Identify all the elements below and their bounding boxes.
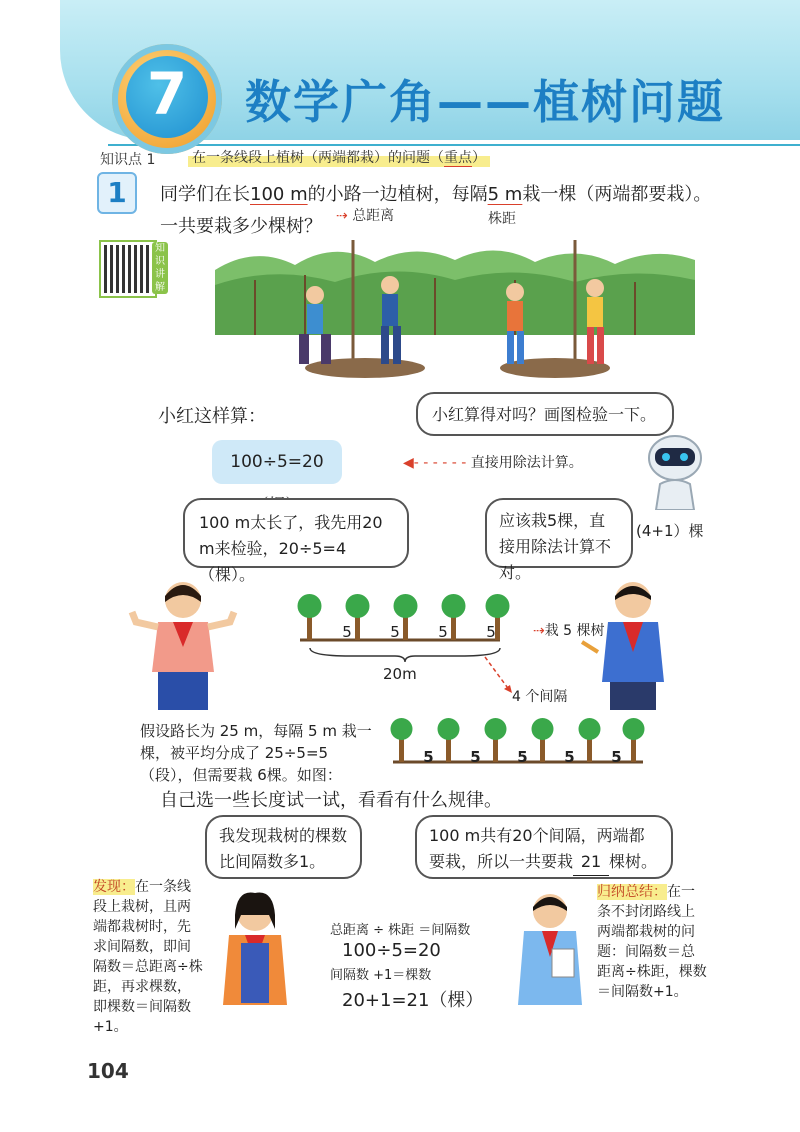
qr-code-icon[interactable] bbox=[101, 242, 155, 296]
page-number: 104 bbox=[87, 1059, 129, 1083]
example-number-box: 1 bbox=[97, 172, 137, 214]
tree-icon bbox=[298, 594, 322, 640]
calc-box: 100÷5=20 bbox=[212, 440, 342, 484]
annotation-total-text: 总距离 bbox=[352, 208, 395, 224]
example-question-line2: 一共要栽多少棵树？ bbox=[160, 216, 322, 237]
trees-label-text: 栽 5 棵树 bbox=[544, 623, 605, 639]
formula-line-2: 100÷5=20 bbox=[342, 940, 441, 961]
robot-speech-bubble: 小红算得对吗？画图检验一下。 bbox=[416, 392, 674, 436]
calc-note: ◀- - - - - - 直接用除法计算。 bbox=[403, 455, 583, 471]
xiaohong-label: 小红这样算： bbox=[158, 406, 266, 427]
annotation-spacing: 株距 bbox=[488, 211, 516, 227]
discover-label: 发现： bbox=[93, 879, 135, 895]
summary-text: 在一条不封闭路线上两端都栽树的问题：间隔数＝总距离÷株距，棵数＝间隔数+1。 bbox=[597, 884, 707, 1000]
gap-label: 5 bbox=[486, 623, 496, 641]
bubble2-text-a: 100 m共有20个间隔，两端都要栽，所以一共要栽 bbox=[429, 826, 645, 871]
bubble2-text-b: 棵树。 bbox=[609, 852, 658, 871]
chapter-number: 7 bbox=[146, 60, 188, 128]
girl2-speech-bubble: 我发现栽树的棵数比间隔数多1。 bbox=[205, 815, 362, 879]
formula-line-1: 总距离 ÷ 株距 ＝间隔数 bbox=[330, 923, 471, 938]
ex-text-b: 的小路一边植树，每隔 bbox=[307, 184, 488, 205]
ex-length: 100 m bbox=[250, 184, 308, 205]
assumption-text: 假设路长为 25 m，每隔 5 m 栽一棵，被平均分成了 25÷5=5（段），但需要栽 6棵。如图： bbox=[140, 722, 372, 784]
diagram1-length-label: 20m bbox=[383, 665, 417, 683]
arrow-icon bbox=[480, 655, 520, 697]
diagram1-gap-labels bbox=[323, 623, 523, 641]
ex-text-c: 栽一棵（两端都要栽）。 bbox=[522, 184, 712, 205]
diagram2-gap-labels bbox=[405, 748, 640, 766]
boy-extra-note: (4+1）棵 bbox=[636, 522, 704, 540]
qr-tag: 知识讲解 bbox=[152, 242, 168, 294]
chapter-title: 数学广角——植树问题 bbox=[245, 75, 725, 129]
gap-label: 5 bbox=[564, 748, 575, 766]
ex-text-a: 同学们在长 bbox=[160, 184, 250, 205]
annotation-total-distance: ⇢ 总距离 bbox=[336, 208, 395, 224]
boy2-figure bbox=[500, 885, 600, 1025]
gap-label: 5 bbox=[390, 623, 400, 641]
explore-prompt: 自己选一些长度试一试，看看有什么规律。 bbox=[160, 790, 502, 811]
example-question-line1 bbox=[160, 180, 711, 206]
header-divider bbox=[108, 144, 800, 146]
calc-note-text: 直接用除法计算。 bbox=[470, 455, 583, 471]
knowledge-point-text bbox=[188, 147, 490, 167]
tree-planting-illustration bbox=[215, 240, 695, 380]
diagram1-trees-label: ⇢栽 5 棵树 bbox=[533, 623, 605, 639]
boy-figure bbox=[578, 572, 688, 712]
gap-label: 5 bbox=[517, 748, 528, 766]
gap-label: 5 bbox=[342, 623, 352, 641]
diagram1-gaps-label: 4 个间隔 bbox=[512, 689, 568, 705]
gap-label: 5 bbox=[423, 748, 434, 766]
boy-speech-bubble: 应该栽5棵，直接用除法计算不对。 bbox=[485, 498, 633, 568]
formula-line-3: 间隔数 +1＝棵数 bbox=[330, 968, 432, 983]
gap-label: 5 bbox=[438, 623, 448, 641]
ex-gap: 5 m bbox=[487, 184, 523, 205]
gap-label: 5 bbox=[611, 748, 622, 766]
discover-text: 在一条线段上栽树，且两端都栽树时，先求间隔数，即间隔数＝总距离÷株距，再求棵数，即棵数＝间隔数+1。 bbox=[93, 879, 203, 1035]
kp-close: ） bbox=[472, 150, 486, 166]
girl-speech-bubble: 100 m太长了，我先用20 m来检验，20÷5=4（棵）。 bbox=[183, 498, 409, 568]
kp-main: 在一条线段上植树（两端都栽）的问题（ bbox=[192, 150, 444, 166]
robot-icon bbox=[640, 430, 710, 510]
summary-label: 归纳总结： bbox=[597, 884, 667, 900]
girl2-figure bbox=[205, 885, 305, 1025]
girl-figure bbox=[128, 572, 238, 712]
summary-note bbox=[597, 882, 707, 1002]
knowledge-point-label: 知识点 1 bbox=[100, 152, 156, 168]
formula-line-4: 20+1=21（棵） bbox=[342, 990, 484, 1011]
kp-key: 重点 bbox=[444, 150, 472, 166]
answer-blank: 21 bbox=[573, 849, 609, 876]
gap-label: 5 bbox=[470, 748, 481, 766]
boy2-speech-bubble bbox=[415, 815, 673, 879]
discover-note bbox=[93, 877, 203, 1037]
